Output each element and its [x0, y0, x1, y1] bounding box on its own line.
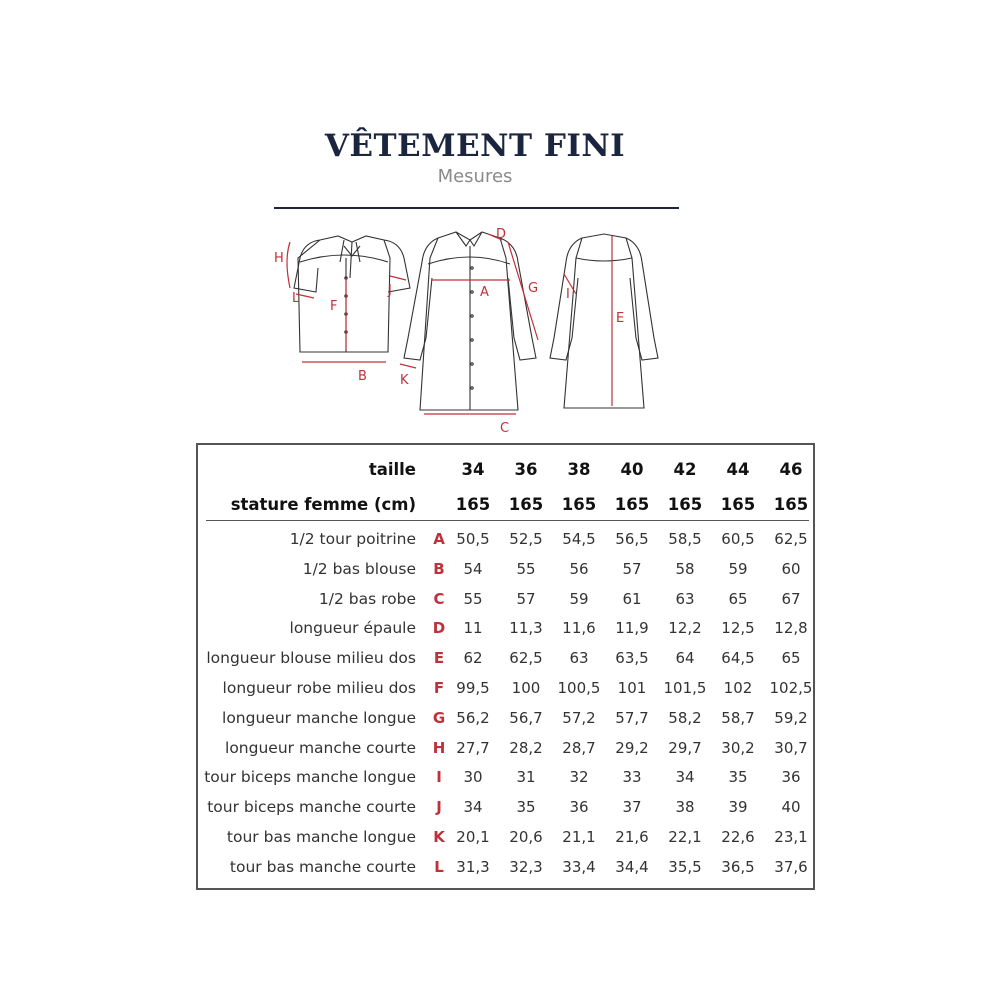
stature-cell: 165	[508, 495, 544, 514]
measurement-value: 58,2	[668, 708, 702, 727]
measurement-label: longueur épaule	[289, 619, 416, 638]
letter-d: D	[496, 227, 507, 242]
measurement-value: 101	[617, 679, 647, 697]
table-row	[198, 584, 813, 614]
size-cell: 34	[461, 460, 485, 479]
letter-a: A	[480, 285, 489, 300]
measurement-value: 12,5	[721, 619, 755, 638]
measurement-letter: F	[433, 679, 445, 697]
letter-b: B	[358, 369, 367, 384]
measurement-value: 57,2	[562, 708, 596, 727]
measurement-value: 102,5	[769, 679, 813, 697]
table-row	[198, 673, 813, 703]
measurement-letter: L	[434, 857, 444, 876]
measurement-value: 35,5	[668, 857, 702, 876]
letter-e: E	[616, 311, 625, 326]
letter-g: G	[528, 281, 539, 296]
measurement-value: 30,2	[721, 738, 755, 757]
measurement-value: 39	[728, 798, 748, 817]
measurement-value: 34	[675, 768, 695, 787]
stature-cell: 165	[455, 495, 491, 514]
size-cell: 46	[779, 460, 803, 479]
measurement-letter: I	[436, 768, 442, 787]
measurement-value: 56,7	[509, 708, 543, 727]
measurement-value: 11,6	[562, 619, 596, 638]
measurement-label: tour biceps manche courte	[207, 798, 416, 817]
measurement-value: 11,9	[615, 619, 649, 638]
measurement-value: 28,2	[509, 738, 543, 757]
size-header-row	[198, 455, 813, 485]
measurement-label: longueur manche courte	[225, 738, 416, 757]
measurement-value: 31,3	[456, 857, 490, 876]
measurement-value: 34,4	[615, 857, 649, 876]
measurement-value: 11,3	[509, 619, 543, 638]
table-row	[198, 643, 813, 673]
measurement-value: 28,7	[562, 738, 596, 757]
measurement-value: 50,5	[456, 530, 490, 548]
measurement-value: 59	[569, 589, 589, 608]
dress-back-drawing	[550, 234, 658, 408]
page-title: VÊTEMENT FINI	[324, 128, 626, 164]
dress-front-drawing	[404, 232, 539, 410]
letter-i: I	[566, 287, 570, 302]
size-cell: 38	[567, 460, 591, 479]
header-divider	[206, 520, 809, 521]
stature-cell: 165	[720, 495, 756, 514]
measurement-value: 29,7	[668, 738, 702, 757]
stature-header-row	[198, 490, 813, 520]
measurement-value: 35	[728, 768, 748, 787]
measurement-value: 63,5	[615, 649, 649, 668]
table-row	[198, 733, 813, 763]
measurement-value: 40	[781, 798, 801, 817]
table-row	[198, 792, 813, 822]
measurement-letter: K	[433, 828, 445, 846]
measurements-table	[196, 443, 815, 890]
measurement-value: 58,5	[668, 530, 702, 548]
measurement-value: 54	[463, 559, 483, 578]
size-cell: 36	[514, 460, 538, 479]
letter-k: K	[400, 373, 409, 388]
stature-cell: 165	[773, 495, 809, 514]
measurement-value: 12,2	[668, 619, 702, 638]
measurement-value: 59	[728, 559, 748, 578]
page-subtitle: Mesures	[437, 166, 513, 187]
measurement-value: 57,7	[615, 708, 649, 727]
measurement-value: 100	[511, 679, 541, 697]
measurement-letter: E	[433, 649, 445, 668]
measurement-value: 27,7	[456, 738, 490, 757]
letter-l: L	[292, 291, 300, 306]
measurement-letter: C	[433, 589, 445, 608]
measurement-value: 36	[781, 768, 801, 787]
measurement-value: 58,7	[721, 708, 755, 727]
measurement-value: 67	[781, 589, 801, 608]
measurement-value: 23,1	[774, 828, 808, 846]
measurement-value: 32	[569, 768, 589, 787]
measurement-value: 65	[728, 589, 748, 608]
measurement-value: 56,2	[456, 708, 490, 727]
measurement-value: 65	[781, 649, 801, 668]
table-row	[198, 524, 813, 554]
measurement-value: 61	[622, 589, 642, 608]
size-cell: 44	[726, 460, 750, 479]
table-row	[198, 822, 813, 852]
table-row	[198, 703, 813, 733]
measurement-value: 60,5	[721, 530, 755, 548]
measurement-label: longueur manche longue	[222, 708, 416, 727]
title-divider	[274, 207, 679, 209]
measurement-value: 100,5	[557, 679, 601, 697]
measurement-value: 20,6	[509, 828, 543, 846]
measurement-label: tour bas manche longue	[226, 828, 416, 846]
measurement-value: 102	[723, 679, 753, 697]
size-cell: 40	[620, 460, 644, 479]
blouse-drawing	[294, 236, 410, 352]
measurement-value: 33,4	[562, 857, 596, 876]
measurement-letter: G	[432, 708, 446, 727]
table-row	[198, 554, 813, 584]
measurement-value: 31	[516, 768, 536, 787]
measurement-value: 63	[569, 649, 589, 668]
measurement-value: 62,5	[774, 530, 808, 548]
measurement-value: 22,1	[668, 828, 702, 846]
measurement-value: 30,7	[774, 738, 808, 757]
table-row	[198, 762, 813, 792]
measurement-letter: H	[432, 738, 446, 757]
stature-cell: 165	[614, 495, 650, 514]
measurement-value: 33	[622, 768, 642, 787]
measurement-value: 37,6	[774, 857, 808, 876]
measurement-value: 64	[675, 649, 695, 668]
measurement-label: 1/2 bas robe	[318, 589, 416, 608]
measurement-letter: D	[432, 619, 446, 638]
measurement-value: 38	[675, 798, 695, 817]
measurement-value: 56,5	[615, 530, 649, 548]
measurement-value: 57	[516, 589, 536, 608]
measurement-value: 59,2	[774, 708, 808, 727]
measurement-value: 99,5	[456, 679, 490, 697]
measurement-letter: J	[436, 798, 442, 817]
measurement-value: 101,5	[663, 679, 707, 697]
measurement-value: 35	[516, 798, 536, 817]
measurement-label: tour biceps manche longue	[204, 768, 416, 787]
measurement-label: 1/2 tour poitrine	[289, 530, 416, 548]
measurement-value: 36	[569, 798, 589, 817]
measurement-value: 21,1	[562, 828, 596, 846]
measurement-value: 30	[463, 768, 483, 787]
measurement-value: 56	[569, 559, 589, 578]
measurement-value: 55	[463, 589, 483, 608]
size-cell: 42	[673, 460, 697, 479]
measurement-value: 60	[781, 559, 801, 578]
measurement-label: longueur blouse milieu dos	[206, 649, 416, 668]
measurement-value: 37	[622, 798, 642, 817]
measurement-value: 55	[516, 559, 536, 578]
stature-header-label: stature femme (cm)	[230, 495, 416, 514]
stature-cell: 165	[561, 495, 597, 514]
measurement-value: 63	[675, 589, 695, 608]
table-row	[198, 852, 813, 882]
measurement-value: 29,2	[615, 738, 649, 757]
letter-f: F	[330, 299, 338, 314]
stature-cell: 165	[667, 495, 703, 514]
measurement-value: 20,1	[456, 828, 490, 846]
table-row	[198, 613, 813, 643]
measurement-label: longueur robe milieu dos	[222, 679, 416, 697]
measurement-label: tour bas manche courte	[229, 857, 416, 876]
letter-j: J	[388, 283, 392, 298]
measurement-value: 54,5	[562, 530, 596, 548]
measurement-letter: A	[433, 530, 445, 548]
measurement-value: 52,5	[509, 530, 543, 548]
letter-h: H	[274, 251, 284, 266]
measurement-letter: B	[433, 559, 445, 578]
measurement-label: 1/2 bas blouse	[302, 559, 416, 578]
garment-illustration	[260, 218, 700, 440]
letter-c: C	[500, 421, 510, 436]
measurement-value: 58	[675, 559, 695, 578]
size-header-label: taille	[368, 460, 416, 479]
measurement-value: 34	[463, 798, 483, 817]
measurement-value: 62,5	[509, 649, 543, 668]
measurement-value: 21,6	[615, 828, 649, 846]
measurement-value: 57	[622, 559, 642, 578]
measurement-value: 12,8	[774, 619, 808, 638]
measurement-value: 11	[463, 619, 483, 638]
measurement-value: 62	[463, 649, 483, 668]
measurement-value: 64,5	[721, 649, 755, 668]
measurement-value: 22,6	[721, 828, 755, 846]
measurement-value: 36,5	[721, 857, 755, 876]
measurement-value: 32,3	[509, 857, 543, 876]
